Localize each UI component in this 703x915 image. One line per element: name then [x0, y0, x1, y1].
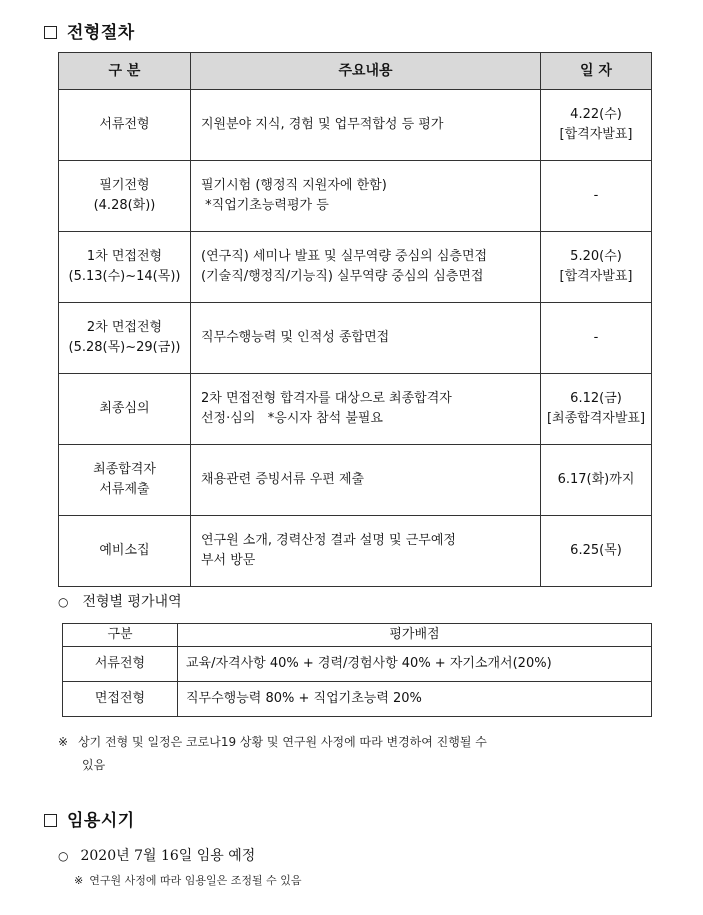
content-cell [191, 90, 541, 161]
section-heading-process [44, 18, 135, 43]
evaluation-table [62, 623, 652, 717]
bullet-circle-icon: ○ [58, 849, 69, 863]
appointment-note: ※ 연구원 사정에 따라 임용일은 조정될 수 있음 [74, 874, 302, 887]
stage-cell-line: 1차 면접전형 [86, 249, 163, 264]
content-cell [191, 516, 541, 587]
table-row [59, 303, 652, 374]
content-cell [191, 161, 541, 232]
content-cell-line: 직무수행능력 및 인적성 종합면접 [201, 330, 390, 345]
content-cell [191, 232, 541, 303]
date-cell [541, 303, 652, 374]
stage-cell [59, 232, 191, 303]
date-cell [541, 232, 652, 303]
section-title: 임용시기 [67, 811, 135, 831]
stage-cell-line: 최종합격자 [93, 462, 156, 477]
table-row [59, 90, 652, 161]
date-cell [541, 374, 652, 445]
date-cell-line: [최종합격자발표] [546, 411, 646, 426]
stage-cell-line: 서류제출 [99, 482, 150, 497]
eval-stage-cell: 면접전형 [63, 682, 178, 717]
table-header-row [59, 53, 652, 90]
date-cell-line: - [593, 330, 599, 345]
date-cell [541, 445, 652, 516]
reference-mark-icon: ※ [74, 874, 84, 887]
eval-heading-text: 전형별 평가내역 [82, 594, 182, 610]
table-row [59, 374, 652, 445]
date-cell [541, 516, 652, 587]
bullet-circle-icon: ○ [58, 595, 69, 609]
stage-cell [59, 445, 191, 516]
checkbox-square-icon [44, 26, 57, 39]
table-row [59, 516, 652, 587]
eval-heading [58, 591, 182, 611]
content-cell-line: (기술직/행정직/기능직) 실무역량 중심의 심층면접 [201, 269, 484, 284]
table-header-row [63, 624, 652, 647]
reference-mark-icon: ※ [58, 735, 69, 749]
table-row [59, 232, 652, 303]
stage-cell [59, 161, 191, 232]
date-cell-line: 6.12(금) [570, 391, 622, 406]
table-row [63, 647, 652, 682]
header-content: 주요내용 [191, 53, 541, 90]
process-table [58, 52, 652, 587]
schedule-change-note: ※ 상기 전형 및 일정은 코로나19 상황 및 연구원 사정에 따라 변경하여 진행될 수 있음 [58, 735, 487, 772]
stage-cell [59, 90, 191, 161]
date-cell-line: [합격자발표] [559, 127, 633, 142]
eval-points-cell: 직무수행능력 80% + 직업기초능력 20% [178, 682, 652, 717]
content-cell-line: 부서 방문 [201, 553, 256, 568]
date-cell-line: 5.20(수) [570, 249, 622, 264]
date-cell-line: 6.17(화)까지 [557, 472, 635, 487]
content-cell [191, 374, 541, 445]
checkbox-square-icon [44, 814, 57, 827]
content-cell [191, 445, 541, 516]
date-cell-line: 6.25(목) [570, 543, 622, 558]
content-cell-line: 2차 면접전형 합격자를 대상으로 최종합격자 [201, 391, 452, 406]
content-cell-line: *직업기초능력평가 등 [201, 198, 329, 213]
section-title: 전형절차 [67, 23, 135, 43]
header-date: 일 자 [541, 53, 652, 90]
header-points: 평가배점 [178, 624, 652, 647]
content-cell-line: 채용관련 증빙서류 우편 제출 [201, 472, 365, 487]
stage-cell-line: 필기전형 [99, 178, 150, 193]
date-cell-line: [합격자발표] [559, 269, 633, 284]
stage-cell-line: 예비소집 [99, 543, 150, 558]
content-cell-line: 연구원 소개, 경력산정 결과 설명 및 근무예정 [201, 533, 456, 548]
stage-cell [59, 374, 191, 445]
stage-cell-line: (4.28(화)) [93, 198, 156, 213]
stage-cell-line: 2차 면접전형 [86, 320, 163, 335]
stage-cell-line: 최종심의 [99, 401, 150, 416]
date-cell [541, 90, 652, 161]
eval-points-cell: 교육/자격사항 40% + 경력/경험사항 40% + 자기소개서(20%) [178, 647, 652, 682]
table-row [59, 161, 652, 232]
content-cell-line: (연구직) 세미나 발표 및 실무역량 중심의 심층면접 [201, 249, 488, 264]
date-cell-line: - [593, 188, 599, 203]
stage-cell [59, 303, 191, 374]
table-row [59, 445, 652, 516]
stage-cell-line: 서류전형 [99, 117, 150, 132]
date-cell [541, 161, 652, 232]
stage-cell-line: (5.28(목)~29(금)) [68, 340, 181, 355]
content-cell [191, 303, 541, 374]
stage-cell [59, 516, 191, 587]
stage-cell-line: (5.13(수)~14(목)) [68, 269, 181, 284]
header-category: 구 분 [59, 53, 191, 90]
content-cell-line: 필기시험 (행정직 지원자에 한함) [201, 178, 387, 193]
table-row [63, 682, 652, 717]
header-category: 구분 [63, 624, 178, 647]
appointment-date: ○ 2020년 7월 16일 임용 예정 [58, 848, 256, 864]
date-cell-line: 4.22(수) [570, 107, 622, 122]
content-cell-line: 선정·심의 *응시자 참석 불필요 [201, 411, 383, 426]
content-cell-line: 지원분야 지식, 경험 및 업무적합성 등 평가 [201, 117, 444, 132]
section-heading-appointment [44, 806, 135, 831]
eval-stage-cell: 서류전형 [63, 647, 178, 682]
